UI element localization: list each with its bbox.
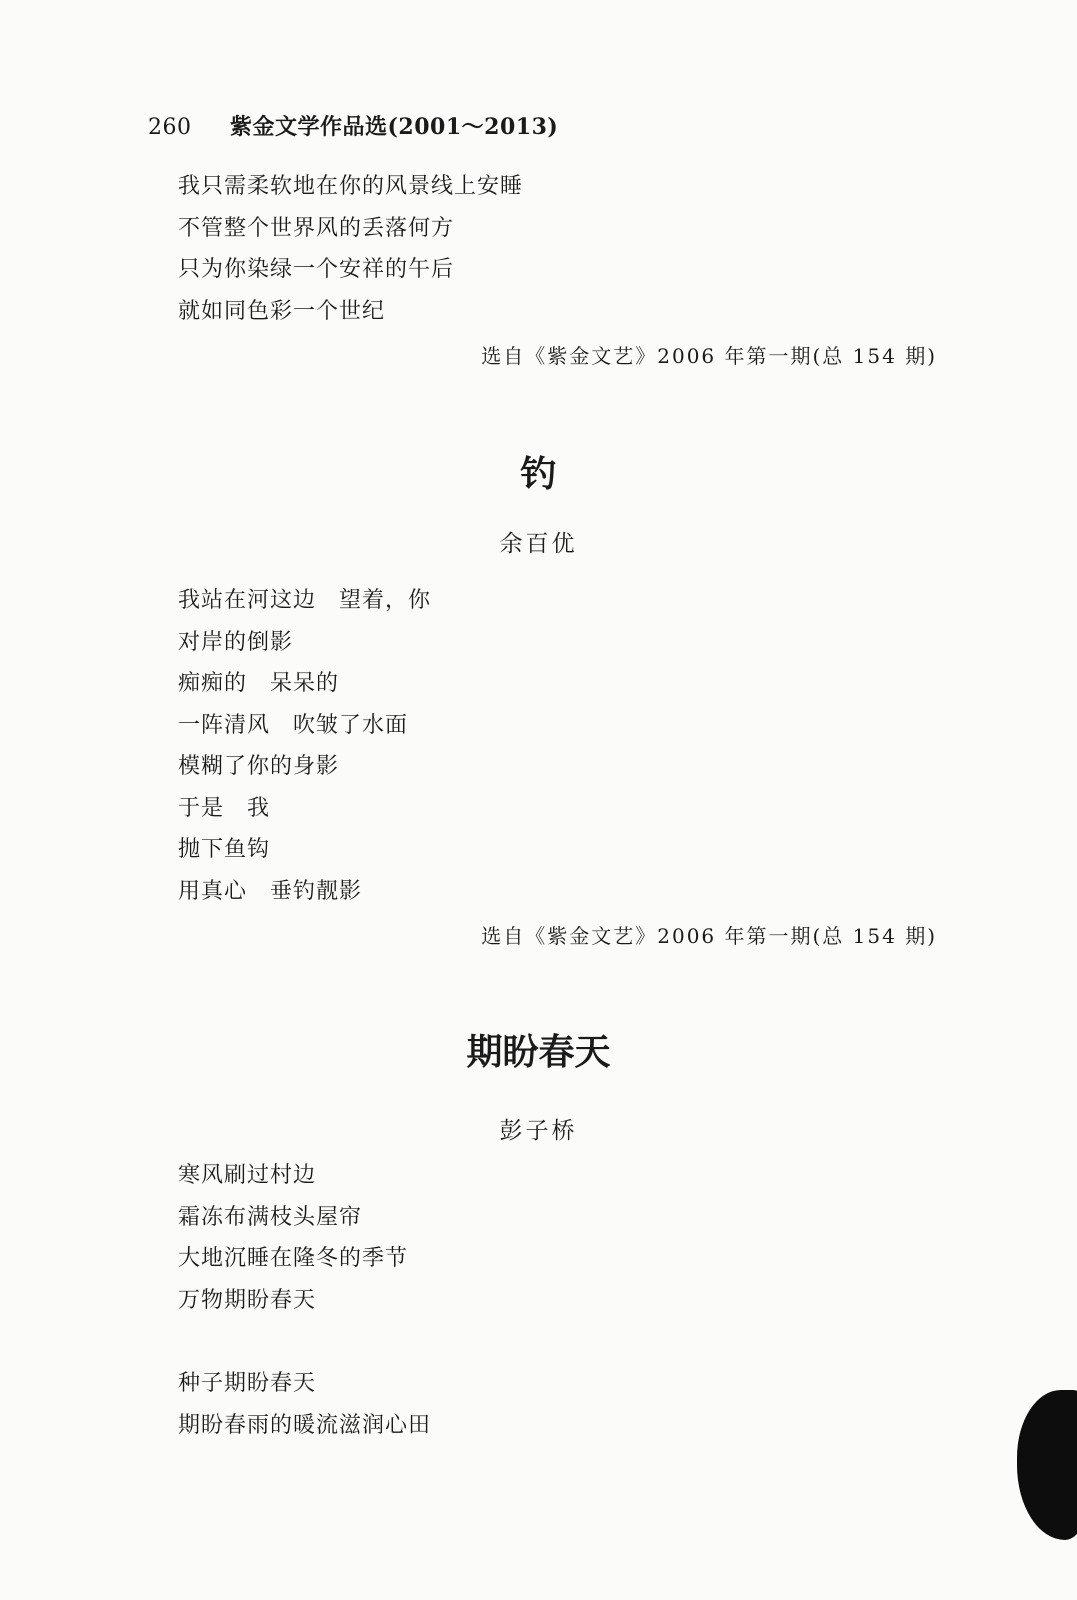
page-number: 260 — [148, 115, 192, 140]
poem-line: 对岸的倒影 — [178, 629, 294, 655]
poem-author: 彭子桥 — [499, 1118, 578, 1144]
poem-author: 余百优 — [499, 531, 578, 557]
poem-line: 种子期盼春天 — [178, 1371, 317, 1396]
poem-line: 期盼春雨的暖流滋润心田 — [178, 1412, 432, 1438]
poem-line: 用真心 垂钓靓影 — [178, 878, 363, 904]
poem-title: 期盼春天 — [466, 1031, 611, 1073]
scan-ink-blot — [1017, 1390, 1077, 1540]
poem-line: 我站在河这边 望着，你 — [178, 588, 432, 613]
poem-stanza-2 — [178, 1363, 431, 1446]
poem-line: 痴痴的 呆呆的 — [178, 671, 340, 696]
poem-line: 万物期盼春天 — [178, 1287, 317, 1313]
source-citation: 选自《紫金文艺》2006 年第一期(总 154 期) — [481, 344, 937, 368]
poem-line: 不管整个世界风的丢落何方 — [178, 215, 455, 241]
prev-poem-lines — [178, 166, 523, 332]
poem-line: 我只需柔软地在你的风景线上安睡 — [178, 174, 524, 199]
poem-line: 霜冻布满枝头屋帘 — [178, 1204, 363, 1230]
poem-stanza-1 — [178, 1155, 408, 1321]
poem-line: 一阵清风 吹皱了水面 — [178, 712, 409, 738]
poem-line: 大地沉睡在隆冬的季节 — [178, 1246, 409, 1271]
poem-lines — [178, 580, 431, 912]
book-title: 紫金文学作品选(2001～2013) — [230, 114, 559, 140]
poem-title: 钓 — [520, 453, 557, 495]
poem-line: 寒风刷过村边 — [178, 1163, 317, 1188]
poem-line: 抛下鱼钩 — [178, 837, 271, 862]
poem-line: 于是 我 — [178, 795, 271, 821]
poem-line: 就如同色彩一个世纪 — [178, 298, 386, 324]
source-citation: 选自《紫金文艺》2006 年第一期(总 154 期) — [481, 924, 937, 948]
poem-line: 模糊了你的身影 — [178, 754, 340, 779]
running-header — [148, 110, 558, 141]
poem-line: 只为你染绿一个安祥的午后 — [178, 257, 455, 282]
